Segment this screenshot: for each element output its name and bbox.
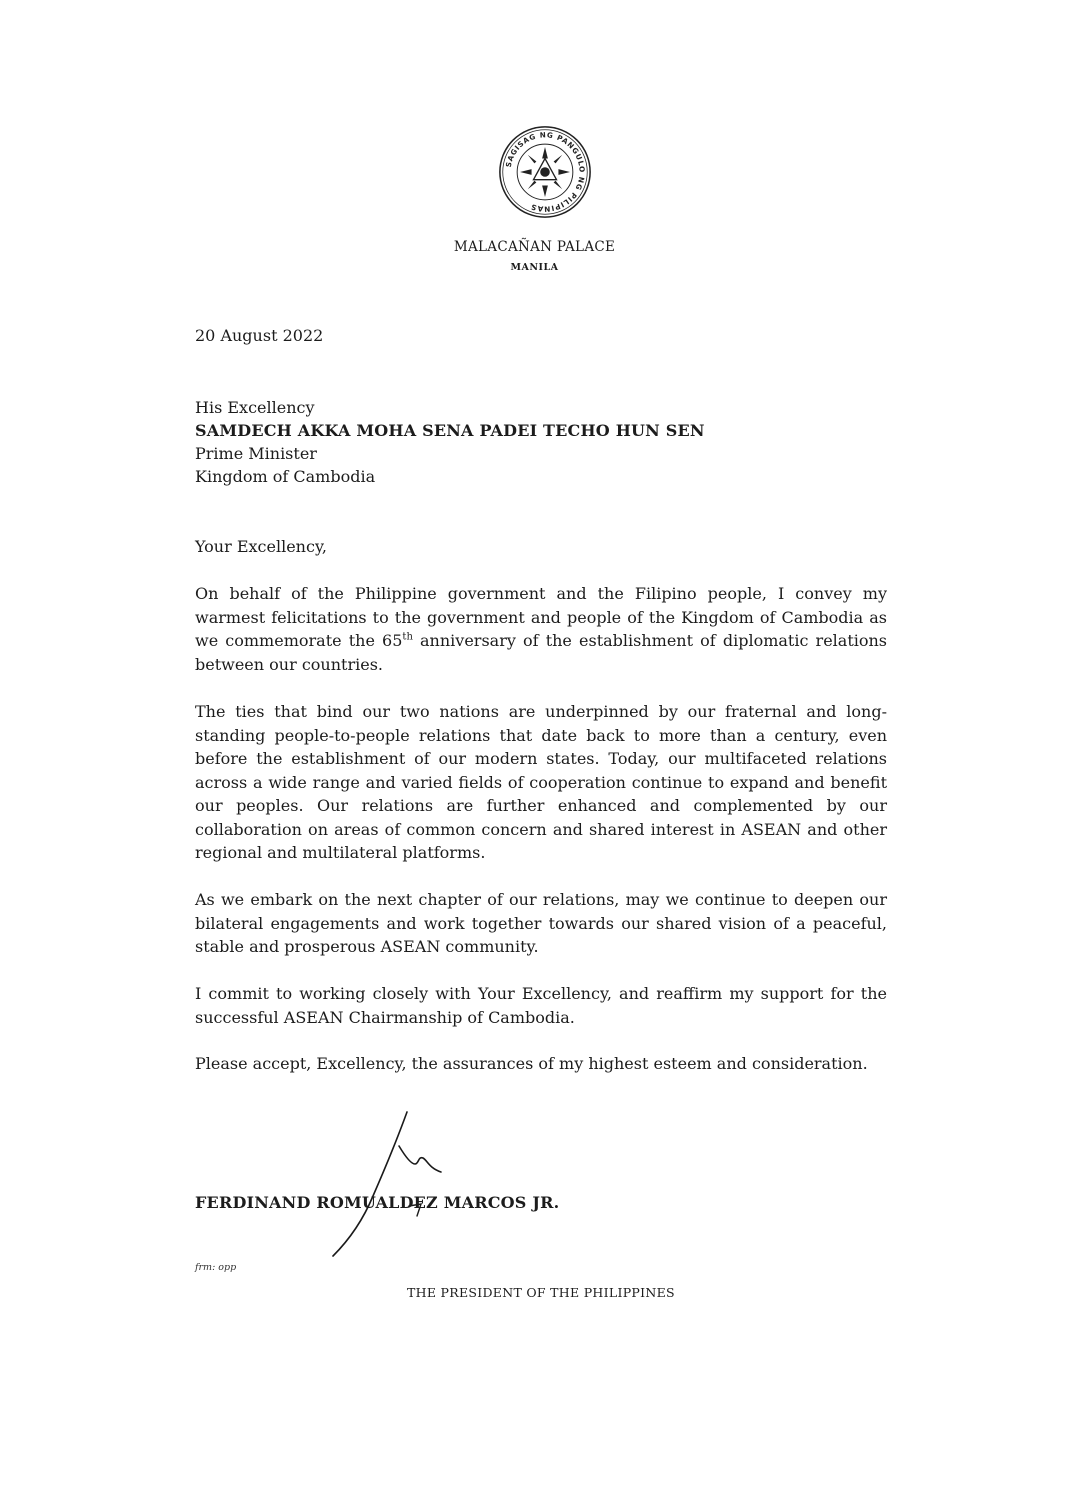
signatory-name: FERDINAND ROMUALDEZ MARCOS JR.	[195, 1193, 560, 1212]
letterhead-city: MANILA	[510, 262, 559, 273]
svg-text:SAGISAG NG PANGULO NG PILIPINA: SAGISAG NG PANGULO NG PILIPINAS	[503, 130, 587, 214]
p1-ordinal-suffix: th	[402, 631, 413, 643]
letter-date: 20 August 2022	[195, 326, 324, 345]
body-paragraph-4: I commit to working closely with Your Excellency, and reaffirm my support for the successful ASEAN Chairmanship of Cambodia.	[195, 984, 887, 1027]
addressee-honorific: His Excellency	[195, 398, 315, 417]
addressee-block	[195, 396, 705, 488]
body-paragraph-5: Please accept, Excellency, the assurances of my highest esteem and consideration.	[195, 1054, 868, 1073]
reference-initials: frm: opp	[195, 1262, 237, 1273]
p1-text-start: On behalf of the Philippine government and the Filipino people, I convey my warmest felicitations to the government and people of the Kingdom of Cambodia as we commemorate the 65	[195, 584, 887, 650]
addressee-position: Prime Minister	[195, 444, 317, 463]
letterhead-title: MALACAÑAN PALACE	[453, 239, 616, 255]
addressee-country: Kingdom of Cambodia	[195, 467, 376, 486]
handwritten-signature	[325, 1108, 445, 1258]
body-paragraph-2: The ties that bind our two nations are underpinned by our fraternal and long-standing people-to-people relations that date back to more than a century, even before the establishment of our modern states. Today, our multifaceted relations across a wide range and varied fields of cooperation continue to expand and benefit our peoples. Our relations are further enhanced and complemented by our collaboration on areas of common concern and shared interest in ASEAN and other regional and multilateral platforms.	[195, 702, 887, 862]
body-paragraph-3: As we embark on the next chapter of our relations, may we continue to deepen our bilateral engagements and work together towards our shared vision of a peaceful, stable and prosperous ASEAN community.	[195, 890, 887, 956]
signatory-title: THE PRESIDENT OF THE PHILIPPINES	[407, 1285, 675, 1300]
presidential-seal-icon	[497, 124, 593, 220]
body-paragraph-1	[195, 582, 887, 676]
salutation: Your Excellency,	[195, 537, 327, 556]
p1-text-end: anniversary of the establishment of diplomatic relations between our countries.	[195, 631, 888, 674]
addressee-name: SAMDECH AKKA MOHA SENA PADEI TECHO HUN SEN	[195, 421, 705, 440]
